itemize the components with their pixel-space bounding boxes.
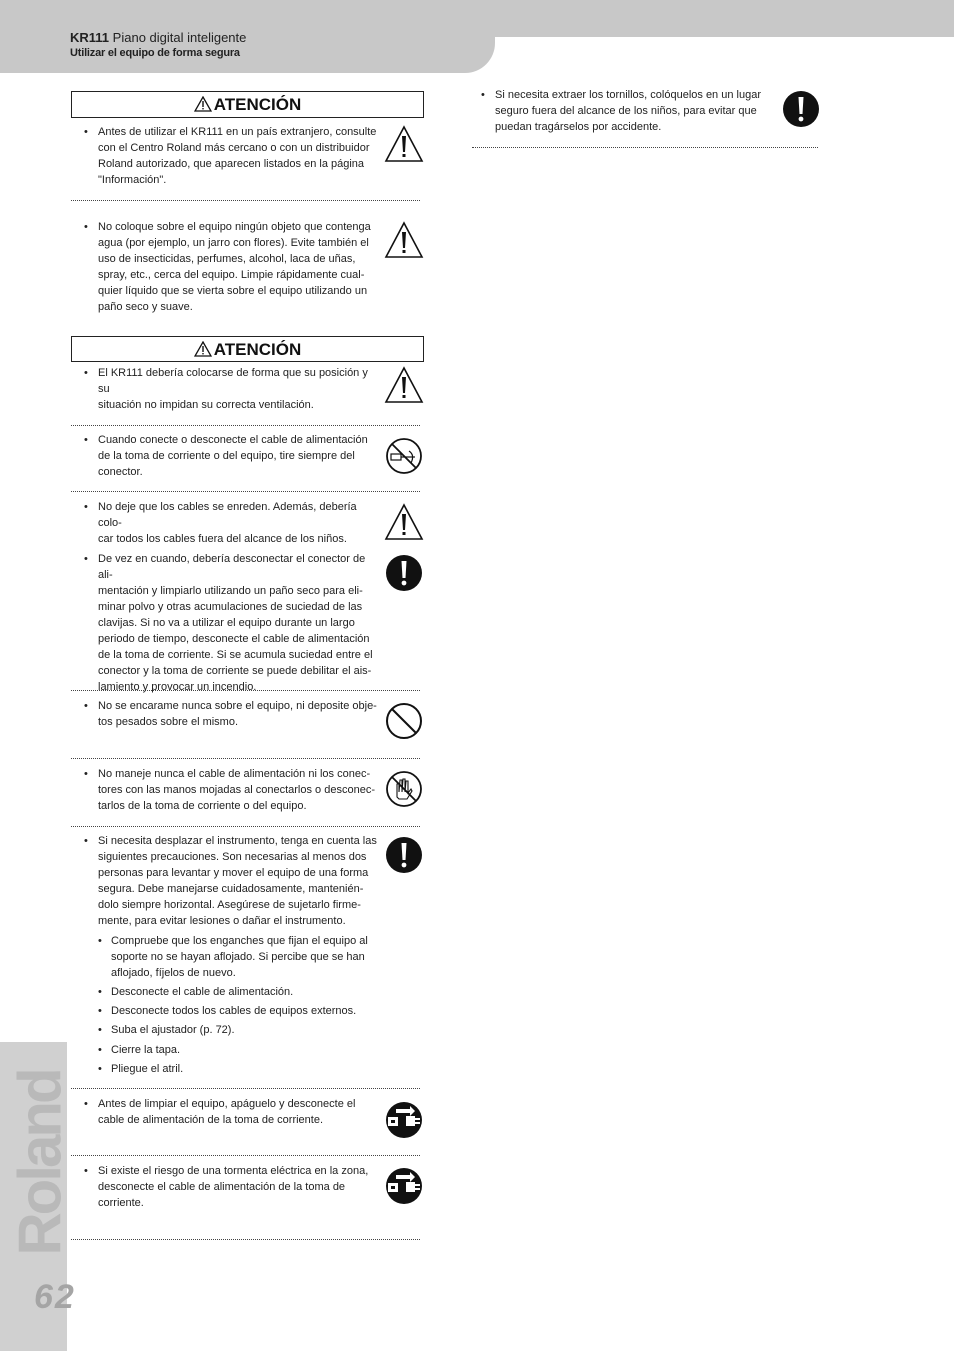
separator <box>71 758 420 759</box>
mandatory-exclamation-icon <box>385 836 423 874</box>
caution-heading-label: ATENCIÓN <box>213 95 302 114</box>
separator <box>71 1239 420 1240</box>
mandatory-exclamation-icon <box>385 554 423 592</box>
separator <box>71 491 420 492</box>
caution-small-icon <box>194 341 212 357</box>
separator <box>71 1088 420 1089</box>
separator <box>71 1155 420 1156</box>
header-title: KR111 Piano digital inteligente <box>70 30 247 45</box>
page-number: 62 <box>34 1278 76 1316</box>
no-pull-cord-icon <box>385 437 423 475</box>
caution-triangle-icon <box>384 366 424 404</box>
separator <box>71 425 420 426</box>
caution-heading-2 <box>71 336 424 362</box>
brand-logo: Roland <box>6 1070 74 1256</box>
no-wet-hands-icon <box>385 770 423 808</box>
unplug-icon <box>385 1167 423 1205</box>
caution-triangle-icon <box>384 125 424 163</box>
caution-heading-1 <box>71 91 424 118</box>
separator <box>71 826 420 827</box>
caution-heading-label: ATENCIÓN <box>213 340 302 359</box>
unplug-icon <box>385 1101 423 1139</box>
caution-triangle-icon <box>384 503 424 541</box>
prohibited-icon <box>385 702 423 740</box>
mandatory-exclamation-icon <box>782 90 820 128</box>
separator <box>71 200 420 201</box>
caution-small-icon <box>194 96 212 112</box>
caution-triangle-icon <box>384 221 424 259</box>
separator <box>472 147 818 148</box>
section-title: Utilizar el equipo de forma segura <box>70 47 240 59</box>
